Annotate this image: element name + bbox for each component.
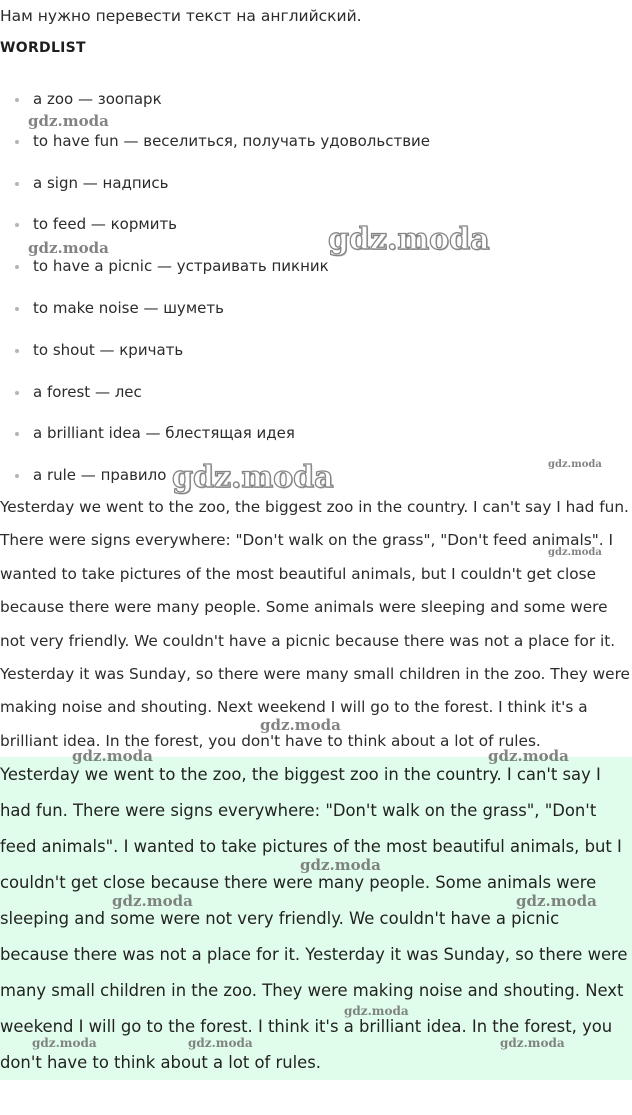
watermark: gdz.moda (500, 1036, 565, 1050)
bullet-icon (15, 349, 19, 353)
bullet-icon (15, 182, 19, 186)
bullet-icon (15, 432, 19, 436)
watermark: gdz.moda (112, 892, 193, 910)
watermark: gdz.moda (548, 547, 602, 558)
wordlist-item (0, 339, 632, 381)
wordlist-item (0, 381, 632, 423)
wordlist-item-text: to feed — кормить (33, 215, 178, 234)
intro-text: Нам нужно перевести текст на английский. (0, 7, 362, 25)
watermark: gdz.moda (300, 856, 381, 874)
watermark: gdz.moda (72, 747, 153, 765)
bullet-icon (15, 265, 19, 269)
answer-text: Yesterday we went to the zoo, the biggest zoo in the country. I can't say I had fun. There were signs everywhere: "Don't walk on the grass", "Don't feed animals". I wanted to take pictures of the most beautiful animals, but I couldn't get close because there were many people. Some animals were sleeping and some were not very friendly. We couldn't have a picnic because there was not a place for it. Yesterday it was Sunday, so there were many small children in the zoo. They were making noise and shouting. Next weekend I will go to the forest. I think it's a brilliant idea. In the forest, you don't have to think about a lot of rules. (0, 757, 632, 1080)
wordlist-item (0, 88, 632, 130)
watermark: gdz.moda (260, 716, 341, 734)
wordlist-item-text: to have a picnic — устраивать пикник (33, 257, 329, 276)
watermark: gdz.moda (28, 112, 109, 130)
bullet-icon (15, 391, 19, 395)
wordlist-item-text: a zoo — зоопарк (33, 90, 162, 108)
wordlist-item-text: to make noise — шуметь (33, 298, 224, 317)
wordlist-item (0, 130, 632, 172)
bullet-icon (15, 307, 19, 311)
watermark: gdz.moda (188, 1036, 253, 1050)
bullet-icon (15, 140, 19, 144)
watermark: gdz.moda (516, 892, 597, 910)
wordlist-title: WORDLIST (0, 40, 86, 56)
watermark: gdz.moda (488, 747, 569, 765)
watermark: gdz.moda (32, 1036, 97, 1050)
watermark: gdz.moda (172, 460, 334, 495)
bullet-icon (15, 223, 19, 227)
wordlist-item-text: a brilliant idea — блестящая идея (33, 424, 295, 443)
wordlist-item-text: to shout — кричать (33, 340, 184, 359)
wordlist-item-text: to have fun — веселиться, получать удовольствие (33, 131, 431, 150)
wordlist-item (0, 255, 632, 297)
bullet-icon (15, 474, 19, 478)
watermark: gdz.moda (328, 222, 490, 257)
bullet-icon (15, 98, 19, 102)
wordlist (0, 88, 632, 506)
wordlist-item (0, 297, 632, 339)
wordlist-item-text: a forest — лес (33, 382, 142, 401)
wordlist-item (0, 422, 632, 464)
wordlist-item (0, 172, 632, 214)
watermark: gdz.moda (344, 1004, 409, 1018)
wordlist-item-text: a sign — надпись (33, 173, 169, 192)
wordlist-item (0, 213, 632, 255)
wordlist-item-text: a rule — правило (33, 466, 167, 485)
watermark: gdz.moda (28, 239, 109, 257)
watermark: gdz.moda (548, 459, 602, 470)
source-text: Yesterday we went to the zoo, the biggest zoo in the country. I can't say I had fun. There were signs everywhere: "Don't walk on the grass", "Don't feed animals". I wanted to take pictures of the most beautiful animals, but I couldn't get close because there were many people. Some animals were sleeping and some were not very friendly. We couldn't have a picnic because there was not a place for it. Yesterday it was Sunday, so there were many small children in the zoo. They were making noise and shouting. Next weekend I will go to the forest. I think it's a brilliant idea. In the forest, you don't have to think about a lot of rules. (0, 498, 630, 750)
